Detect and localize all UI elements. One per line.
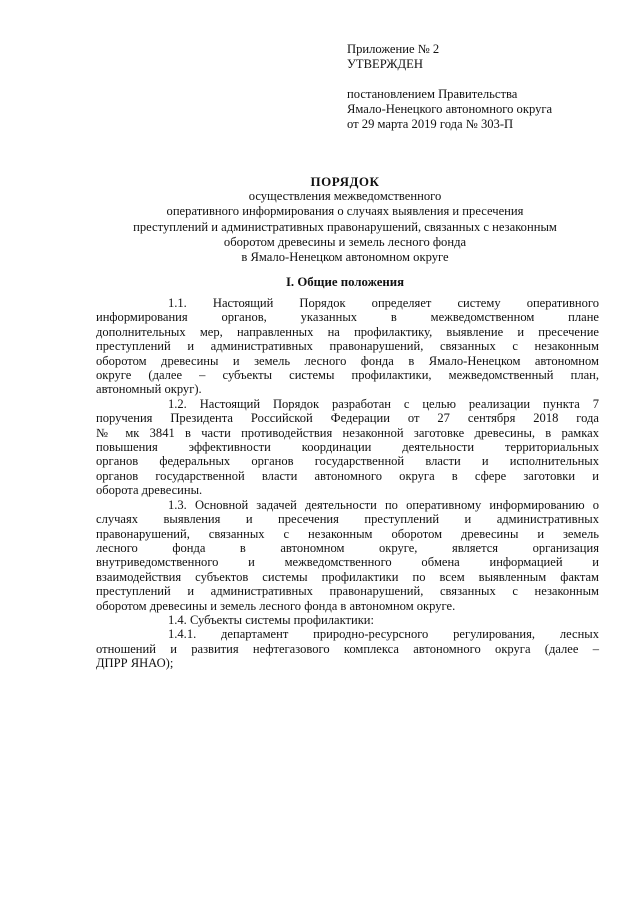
paragraph-line: 1.4.1. департамент природно-ресурсного регулирования, лесных (168, 627, 599, 642)
paragraph-line: дополнительных мер, направленных на профилактику, выявление и пресечение (96, 324, 599, 339)
title-line-1: осуществления межведомственного (248, 189, 442, 204)
title-line-3: преступлений и административных правонарушений, связанных с незаконным (133, 219, 557, 234)
paragraph-line: оборотом древесины и земель лесного фонда в автономном округе. (96, 598, 456, 613)
paragraph (96, 498, 599, 613)
paragraph-line: автономный округ). (96, 382, 202, 397)
paragraph-line: органов государственной власти автономного округа в сфере заготовки и (96, 468, 599, 483)
paragraph-line: ДПРР ЯНАО); (96, 656, 174, 671)
annex-number: Приложение № 2 (347, 42, 440, 56)
paragraph-line: преступлений и административных правонарушений, связанных с незаконным (96, 339, 599, 354)
paragraph-line: повышения эффективности координации деятельности территориальных (96, 440, 599, 455)
paragraph-line: информирования органов, указанных в межведомственном плане (96, 310, 599, 325)
paragraph-line: 1.4. Субъекты системы профилактики: (168, 612, 375, 627)
approval-stamp (347, 42, 552, 132)
title-line-2: оперативного информирования о случаях выявления и пресечения (166, 204, 524, 219)
decree-line-3: от 29 марта 2019 года № 303-П (347, 117, 514, 131)
paragraph-line: 1.2. Настоящий Порядок разработан с целью реализации пункта 7 (168, 396, 599, 411)
paragraph (96, 397, 599, 498)
document-title: ПОРЯДОК (310, 174, 380, 189)
decree-line-1: постановлением Правительства (347, 87, 518, 101)
paragraph-line: отношений и развития нефтегазового комплекса автономного округа (далее – (96, 641, 599, 656)
document-title-block (90, 174, 600, 265)
section-heading: I. Общие положения (285, 275, 405, 289)
paragraph-line: № мк 3841 в части противодействия незаконной заготовке древесины, в рамках (96, 425, 599, 440)
paragraph-line: оборотом древесины и земель лесного фонда в Ямало-Ненецком автономном (96, 353, 599, 368)
paragraph-line: округе (далее – субъекты системы профилактики, межведомственный план, (96, 368, 599, 383)
decree-line-2: Ямало-Ненецкого автономного округа (347, 102, 553, 116)
paragraph (96, 627, 599, 670)
paragraph-line: взаимодействия субъектов системы профилактики по всем выявленным фактам (96, 569, 599, 584)
document-body (96, 296, 599, 671)
title-line-5: в Ямало-Ненецком автономном округе (241, 250, 449, 265)
paragraph (96, 296, 599, 397)
paragraph-line: 1.1. Настоящий Порядок определяет систему оперативного (168, 296, 599, 310)
paragraph-line: преступлений и административных правонарушений, связанных с незаконным (96, 584, 599, 599)
paragraph-line: случаях выявления и пресечения преступлений и административных (96, 512, 599, 527)
paragraph-line: лесного фонда в автономном округе, является организация (96, 540, 599, 555)
paragraph-line: поручения Президента Российской Федерации от 27 сентября 2018 года (96, 411, 599, 426)
paragraph-line: правонарушений, связанных с незаконным оборотом древесины и земель (96, 526, 599, 541)
approved-label: УТВЕРЖДЕН (347, 57, 423, 71)
paragraph-line: внутриведомственного и межведомственного обмена информацией и (96, 555, 599, 570)
title-line-4: оборотом древесины и земель лесного фонда (223, 234, 467, 249)
paragraph-line: органов федеральных органов государственной власти и исполнительных (96, 454, 599, 469)
paragraph (96, 613, 599, 627)
paragraph-line: оборота древесины. (96, 483, 203, 498)
paragraph-line: 1.3. Основной задачей деятельности по оперативному информированию о (168, 497, 599, 512)
